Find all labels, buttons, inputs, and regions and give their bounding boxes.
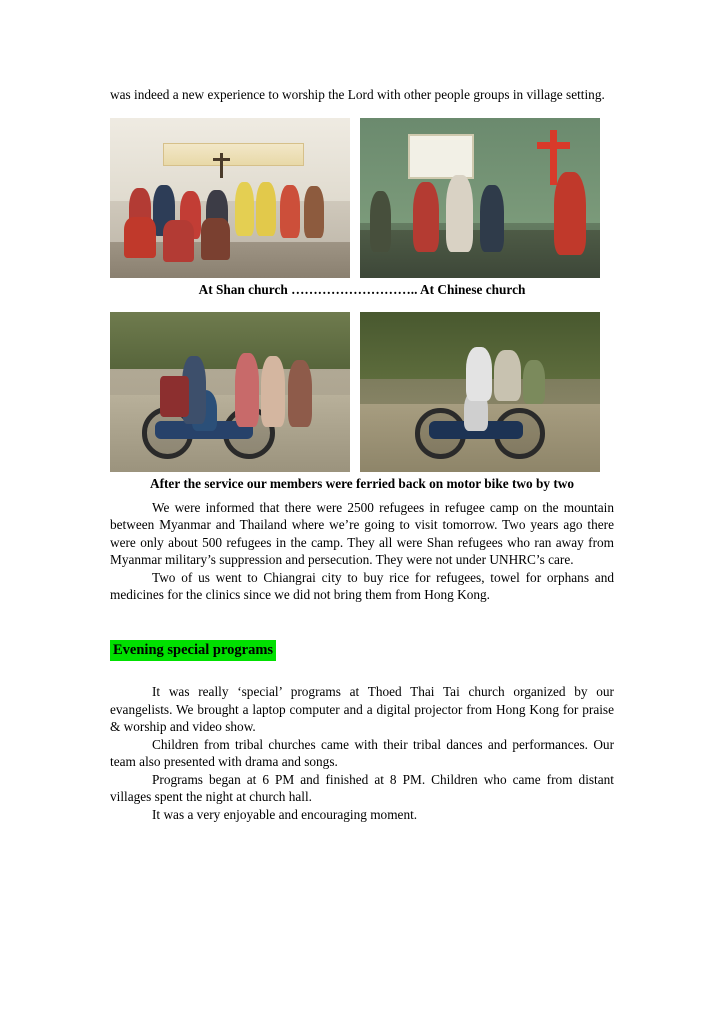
photo-row-1 [110,118,614,278]
photo-row-2 [110,312,614,472]
caption-row-1: At Shan church ……………………….. At Chinese church [198,281,526,297]
paragraph-group-special [110,683,614,823]
paragraph-special-1: It was really ‘special’ programs at Thoed Thai Tai church organized by our evangelists. We brought a laptop computer and a digital projector from Hong Kong for praise & worship and video show. [110,683,614,735]
photo-motorbike-path [360,312,600,472]
caption-row-2: After the service our members were ferried back on motor bike two by two [149,475,575,491]
heading-evening-special-programs: Evening special programs [110,640,276,661]
paragraph-special-3: Programs began at 6 PM and finished at 8 PM. Children who came from distant villages spent the night at church hall. [110,771,614,805]
section-heading-wrap [110,640,614,661]
paragraph-special-4: It was a very enjoyable and encouraging moment. [152,806,418,822]
paragraph-group-refugees [110,499,614,604]
photo-motorbike-members [110,312,350,472]
paragraph-refugees: We were informed that there were 2500 refugees in refugee camp on the mountain between Myanmar and Thailand where we’re going to visit tomorrow. Two years ago there were only about 500 refugees in the camp. They all were Shan refugees who ran away from Myanmar military’s suppression and persecution. They were not under UNHRC’s care. [110,499,614,568]
photo-shan-church [110,118,350,278]
paragraph-chiangrai: Two of us went to Chiangrai city to buy rice for refugees, towel for orphans and medicines for the clinics since we did not bring them from Hong Kong. [110,569,614,603]
paragraph-top: was indeed a new experience to worship the Lord with other people groups in village setting. [110,87,605,102]
paragraph-special-2: Children from tribal churches came with their tribal dances and performances. Our team also presented with drama and songs. [110,736,614,770]
document-content [110,86,614,823]
photo-chinese-church [360,118,600,278]
